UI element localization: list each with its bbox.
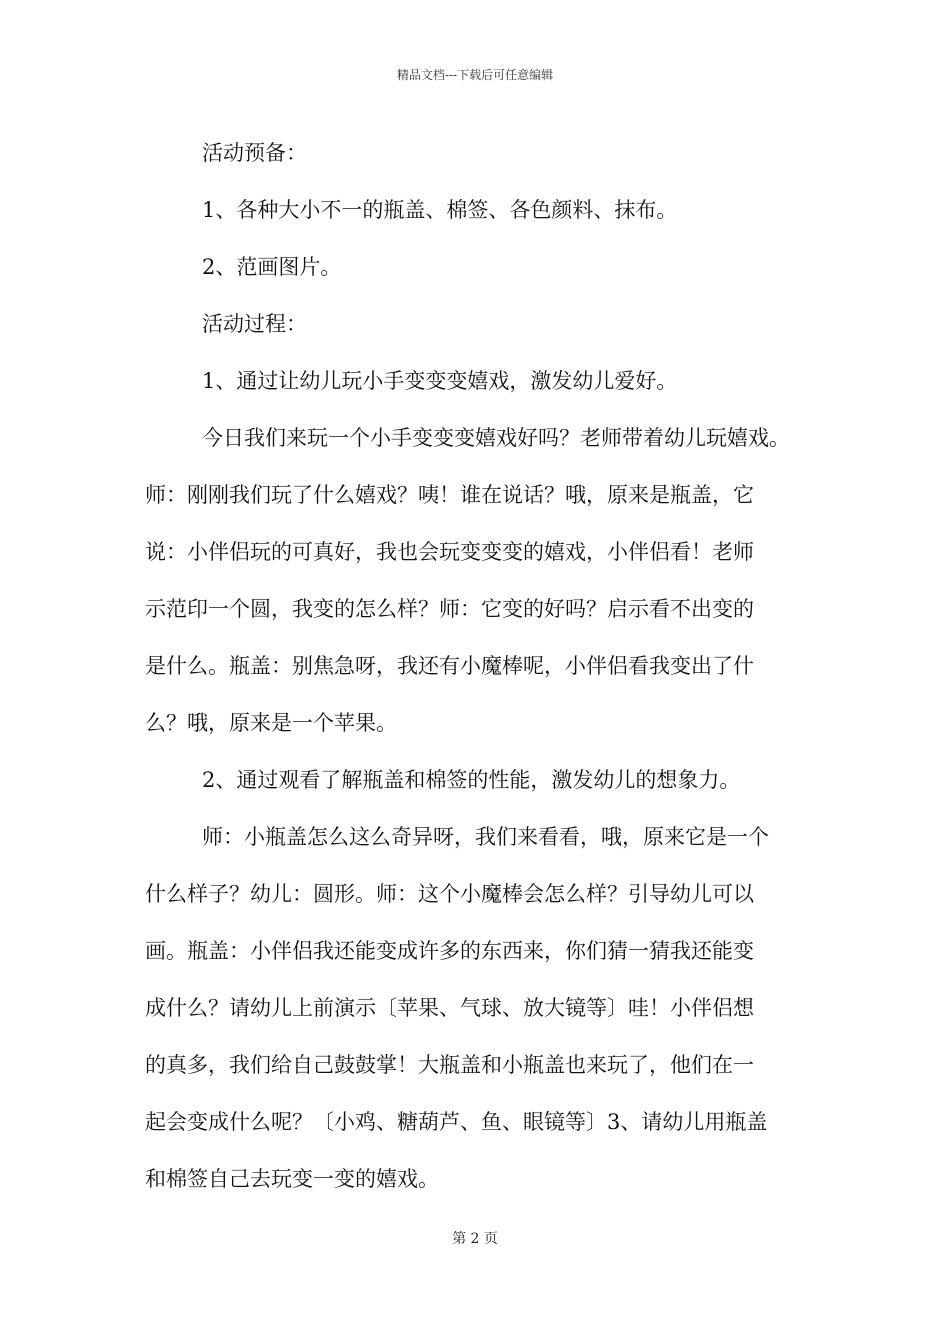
paragraph-line: 说：小伴侣玩的可真好，我也会玩变变变的嬉戏，小伴侣看！老师: [145, 540, 754, 564]
paragraph-line: 是什么。瓶盖：别焦急呀，我还有小魔棒呢，小伴侣看我变出了什: [145, 654, 754, 678]
paragraph-line: 活动预备：: [202, 141, 307, 165]
page-number: 第 2 页: [452, 1231, 498, 1247]
paragraph-line: 师：小瓶盖怎么这么奇异呀，我们来看看，哦，原来它是一个: [202, 825, 769, 849]
paragraph-line: 1、通过让幼儿玩小手变变变嬉戏，激发幼儿爱好。: [202, 369, 678, 393]
paragraph-line: 1、各种大小不一的瓶盖、棉签、各色颜料、抹布。: [202, 198, 678, 222]
paragraph-line: 的真多，我们给自己鼓鼓掌！大瓶盖和小瓶盖也来玩了，他们在一: [145, 1053, 754, 1077]
page-header: 精品文档---下载后可任意编辑: [396, 68, 554, 82]
paragraph-line: 示范印一个圆，我变的怎么样？师：它变的好吗？启示看不出变的: [145, 597, 754, 621]
paragraph-line: 起会变成什么呢？〔小鸡、糖葫芦、鱼、眼镜等〕3、请幼儿用瓶盖: [145, 1110, 768, 1134]
paragraph-line: 今日我们来玩一个小手变变变嬉戏好吗？老师带着幼儿玩嬉戏。: [202, 426, 790, 450]
paragraph-line: 活动过程：: [202, 312, 307, 336]
paragraph-line: 和棉签自己去玩变一变的嬉戏。: [145, 1167, 439, 1191]
paragraph-line: 2、范画图片。: [202, 255, 342, 279]
paragraph-line: 成什么？请幼儿上前演示〔苹果、气球、放大镜等〕哇！小伴侣想: [145, 996, 754, 1020]
paragraph-line: 什么样子？幼儿：圆形。师：这个小魔棒会怎么样？引导幼儿可以: [145, 882, 754, 906]
paragraph-line: 画。瓶盖：小伴侣我还能变成许多的东西来，你们猜一猜我还能变: [145, 939, 754, 963]
document-body: [145, 125, 825, 1208]
paragraph-line: 么？哦，原来是一个苹果。: [145, 711, 397, 735]
paragraph-line: 师：刚刚我们玩了什么嬉戏？咦！谁在说话？哦，原来是瓶盖，它: [145, 483, 754, 507]
paragraph-line: 2、通过观看了解瓶盖和棉签的性能，激发幼儿的想象力。: [202, 768, 741, 792]
